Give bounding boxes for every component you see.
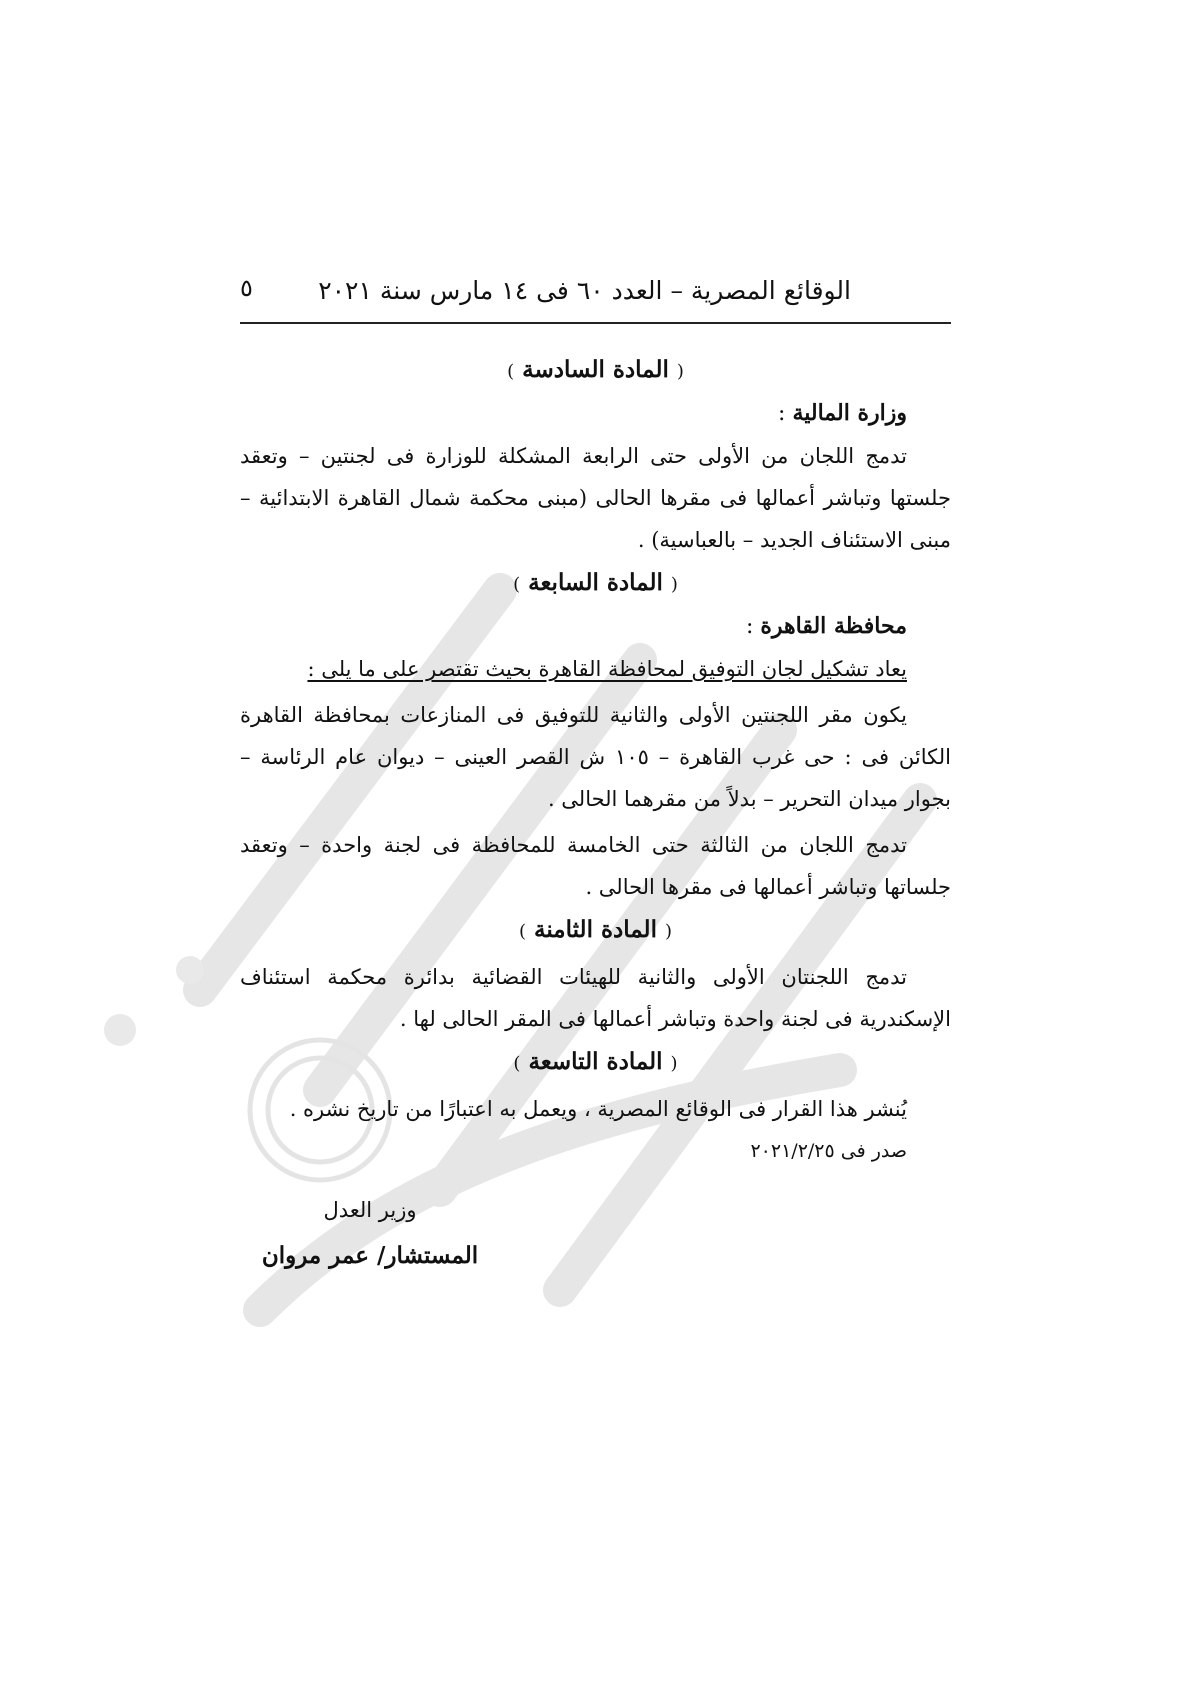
article-7-paragraph-1: يعاد تشكيل لجان التوفيق لمحافظة القاهرة بحيث تقتصر على ما يلى :: [307, 657, 907, 681]
article-6-subheading-text: وزارة المالية: [792, 400, 907, 426]
header-divider: [240, 322, 951, 324]
gazette-issue-title: الوقائع المصرية – العدد ٦٠ فى ١٤ مارس سنة ٢٠٢١: [318, 276, 851, 305]
article-7-subheading-text: محافظة القاهرة: [760, 613, 907, 639]
article-6-subheading: وزارة المالية :: [778, 400, 907, 426]
article-6-heading: ( المادة السادسة ): [507, 356, 684, 383]
article-9-heading-text: المادة التاسعة: [528, 1048, 663, 1075]
signature-block: [240, 1198, 500, 1269]
issue-date: صدر فى ٢٠٢١/٢/٢٥: [750, 1140, 907, 1162]
article-8-paragraph: تدمج اللجنتان الأولى والثانية للهيئات القضائية بدائرة محكمة استئناف الإسكندرية فى لجنة واحدة وتباشر أعمالها فى المقر الحالى لها .: [240, 965, 951, 1031]
article-7-heading: ( المادة السابعة ): [513, 569, 678, 596]
article-7-paragraph-3: تدمج اللجان من الثالثة حتى الخامسة للمحافظة فى لجنة واحدة – وتعقد جلساتها وتباشر أعمالها فى مقرها الحالى .: [240, 833, 951, 899]
article-6-heading-text: المادة السادسة: [522, 356, 669, 383]
article-9-heading: ( المادة التاسعة ): [513, 1048, 678, 1075]
article-8-heading-text: المادة الثامنة: [534, 916, 657, 943]
article-6-paragraph: تدمج اللجان من الأولى حتى الرابعة المشكلة للوزارة فى لجنتين – وتعقد جلستها وتباشر أعمالها فى مقرها الحالى (مبنى محكمة شمال القاهرة الابتدائية – مبنى الاستئناف الجديد – بالعباسية) .: [240, 444, 951, 552]
article-9-paragraph: يُنشر هذا القرار فى الوقائع المصرية ، ويعمل به اعتبارًا من تاريخ نشره .: [289, 1097, 907, 1121]
signatory-title: وزير العدل: [323, 1198, 417, 1222]
document-body: [240, 352, 951, 1198]
article-7-paragraph-2: يكون مقر اللجنتين الأولى والثانية للتوفيق فى المنازعات بمحافظة القاهرة الكائن فى : حى غرب القاهرة – ١٠٥ ش القصر العينى – ديوان عام الرئاسة – بجوار ميدان التحرير – بدلاً من مقرهما الحالى .: [240, 703, 951, 811]
page-number: ٥: [240, 274, 253, 302]
article-8-heading: ( المادة الثامنة ): [518, 916, 673, 943]
signatory-name: المستشار/ عمر مروان: [261, 1242, 479, 1269]
gazette-header: [240, 272, 951, 316]
article-7-subheading: محافظة القاهرة :: [745, 613, 907, 639]
article-7-heading-text: المادة السابعة: [528, 569, 663, 596]
